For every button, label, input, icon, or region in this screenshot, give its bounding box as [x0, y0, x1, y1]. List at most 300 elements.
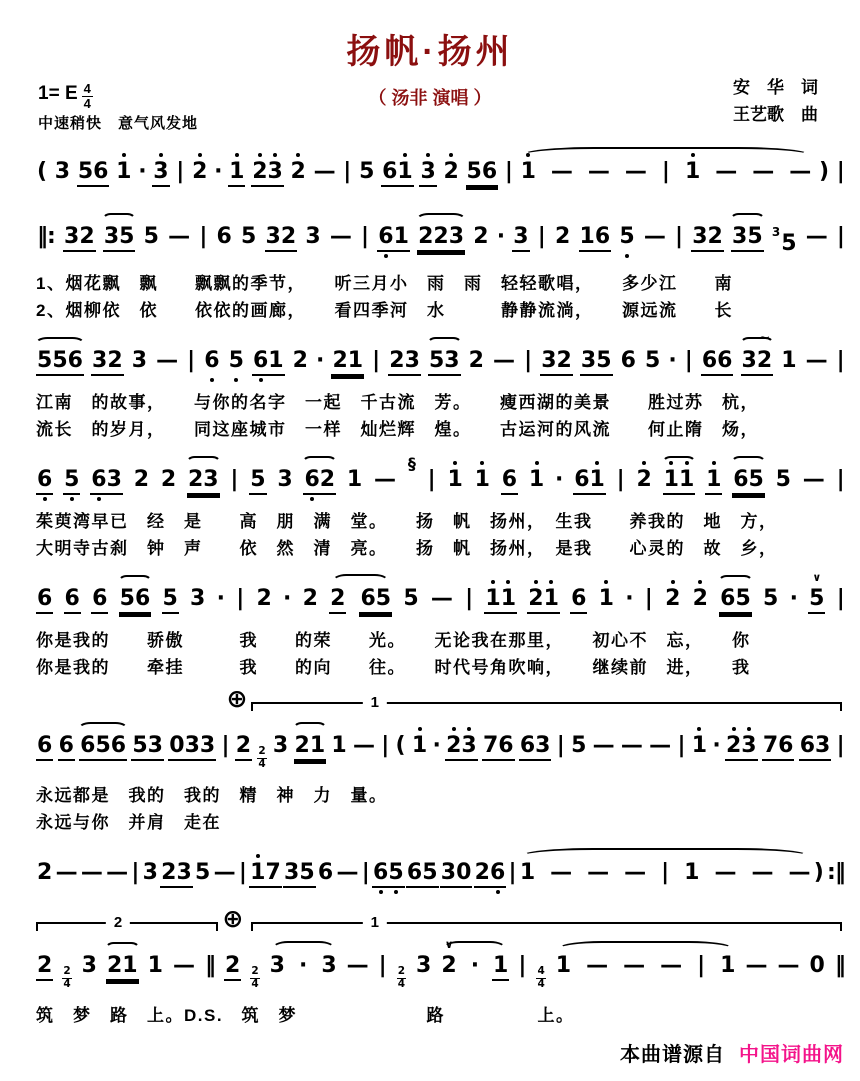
octave-dot-above [198, 153, 202, 157]
digit: | [221, 733, 230, 758]
digit: 6 [733, 467, 749, 492]
digit: 2 [330, 586, 346, 611]
octave-dot-above [747, 727, 751, 731]
octave-dot-below [384, 254, 388, 258]
digit: | [677, 733, 686, 758]
digit: 5 [735, 586, 751, 611]
digit: 3 [54, 159, 71, 184]
digit: — [649, 733, 672, 758]
digit: — [430, 586, 453, 611]
note [203, 350, 220, 374]
digit: | [836, 467, 845, 492]
note [272, 735, 289, 759]
digit: 5 [132, 733, 148, 758]
octave-dot-above [122, 153, 126, 157]
augmentation-dot [214, 161, 222, 183]
barline [616, 469, 626, 491]
note [290, 161, 307, 185]
digit: 3 [741, 735, 756, 757]
octave-dot-below [310, 497, 314, 501]
tie-group [555, 955, 737, 979]
note [294, 735, 327, 761]
dash [713, 862, 737, 886]
repeat-sign [36, 226, 56, 250]
note [472, 226, 489, 250]
note [492, 955, 509, 981]
digit: 1 [555, 953, 572, 978]
note [64, 588, 81, 614]
ts-numerator: 4 [537, 965, 545, 977]
note [131, 350, 148, 374]
digit: ) [813, 860, 824, 885]
tie-group [329, 588, 392, 614]
dash [549, 862, 573, 886]
lyrics-line: 1、烟花飘 飘 飘飘的季节， 听三月小 雨 雨 轻轻歌唱， 多少江 南 [36, 274, 733, 293]
barline [537, 226, 547, 248]
time-signature [256, 746, 267, 771]
octave-dot-above [159, 153, 163, 157]
coda-icon: ⊕ [222, 905, 244, 933]
note [501, 469, 518, 495]
digit: | [518, 953, 527, 978]
digit: — [374, 467, 397, 492]
digit: 3 [184, 733, 200, 758]
note [618, 226, 635, 250]
barline [220, 735, 230, 757]
digit: 3 [131, 348, 147, 373]
digit: 6 [378, 226, 393, 248]
digit: 5 [241, 224, 257, 249]
digit: 1 [309, 733, 326, 758]
note [719, 955, 736, 979]
parenthesis [813, 862, 825, 886]
digit: | [238, 860, 247, 885]
coda-icon: ⊕ [226, 685, 248, 713]
dash [492, 350, 516, 374]
digit: 6 [37, 586, 53, 611]
note [732, 469, 765, 495]
octave-dot-above [273, 153, 277, 157]
repeat-sign [834, 955, 846, 979]
digit: | [131, 860, 140, 885]
digit: 5 [229, 350, 244, 372]
digit: 5 [809, 586, 825, 611]
octave-dot-above [449, 153, 453, 157]
digit: · [625, 586, 634, 611]
note [79, 735, 127, 761]
digit: 3 [541, 348, 557, 373]
barline [836, 735, 846, 757]
dash [105, 862, 129, 886]
note [528, 469, 545, 493]
digit: 2 [161, 860, 177, 885]
octave-dot-above [235, 153, 239, 157]
augmentation-dot [625, 588, 633, 610]
digit: | [199, 224, 208, 249]
octave-dot-above [671, 580, 675, 584]
digit: 1 [679, 469, 694, 491]
dash [585, 955, 609, 979]
dash [80, 862, 104, 886]
digit: 1 [579, 224, 595, 249]
tie-group [269, 955, 338, 979]
digit: 2 [555, 224, 571, 249]
time-signature [82, 82, 93, 110]
digit: 2 [433, 224, 449, 249]
dash [776, 955, 800, 979]
digit: 5 [781, 231, 797, 256]
barline [676, 735, 686, 757]
note [644, 350, 661, 374]
digit: 2 [441, 953, 457, 978]
digit: 1 [448, 469, 463, 491]
digit: 1 [590, 469, 605, 491]
digit: 6 [594, 224, 611, 249]
digit: 0 [809, 953, 825, 978]
octave-dot-above [685, 461, 689, 465]
digit: 1 [393, 224, 409, 249]
digit: | [427, 467, 436, 492]
time-signature [249, 966, 260, 991]
note [519, 735, 552, 761]
dash [643, 226, 667, 250]
dash [213, 862, 237, 886]
digit: 5 [195, 860, 211, 885]
digit: 2 [37, 860, 53, 885]
augmentation-dot [555, 469, 563, 491]
note [249, 469, 266, 495]
repeat-overlay [36, 685, 846, 718]
mordent-icon: ~ [758, 330, 771, 346]
digit: 6 [701, 348, 718, 373]
digit: 3 [81, 953, 97, 978]
barline [696, 955, 706, 977]
ts-denominator: 4 [258, 757, 266, 770]
lyrics-line: 永远与你 并肩 走在 [36, 813, 221, 832]
note [302, 588, 319, 612]
digit: 1 [122, 953, 138, 978]
digit: 3 [416, 953, 432, 978]
tie-group [519, 862, 812, 886]
digit: 5 [403, 586, 419, 611]
lyricist-credit: 安 华 词 [733, 78, 818, 97]
note [741, 330, 774, 376]
octave-dot-below [43, 497, 47, 501]
note [691, 226, 724, 252]
breath-mark-icon: ∨ [812, 571, 822, 584]
digit: 5 [763, 586, 779, 611]
note [131, 735, 164, 761]
dash [624, 161, 648, 185]
octave-dot-below [210, 378, 214, 382]
octave-dot-above [712, 461, 716, 465]
dash [805, 226, 829, 250]
note [142, 862, 159, 886]
digit: | [697, 953, 706, 978]
key-label: 1= E [38, 83, 78, 104]
dash [586, 862, 610, 886]
note [719, 588, 752, 614]
digit: · [789, 586, 798, 611]
digit: 1 [720, 953, 736, 978]
octave-dot-above [642, 461, 646, 465]
octave-dot-above [691, 153, 695, 157]
note [331, 350, 364, 376]
note [372, 862, 405, 888]
digit: 6 [620, 348, 636, 373]
system [36, 905, 846, 1029]
note [808, 955, 825, 979]
digit: 3 [190, 586, 206, 611]
note [103, 226, 136, 252]
ts-numerator: 2 [251, 965, 259, 977]
digit: 1 [250, 862, 265, 884]
credits [733, 74, 818, 128]
digit: 5 [359, 159, 375, 184]
digit: 1 [147, 953, 163, 978]
digit: — [80, 860, 103, 885]
digit: 6 [498, 733, 514, 758]
ts-denominator: 4 [397, 977, 406, 990]
digit: 1 [346, 467, 363, 492]
source-site-link[interactable]: 中国词曲网 [739, 1044, 844, 1066]
augmentation-dot [668, 350, 676, 372]
note [292, 350, 309, 374]
octave-dot-above [732, 727, 736, 731]
octave-dot-below [496, 890, 500, 894]
octave-dot-above [418, 727, 422, 731]
note [598, 588, 615, 612]
note [265, 226, 298, 252]
digit: — [550, 159, 573, 184]
lyrics-line: 永远都是 我的 我的 精 神 力 量。 [36, 786, 388, 805]
digit: 1 [706, 469, 721, 491]
digit: 2 [292, 348, 308, 373]
digit: | [661, 159, 670, 184]
note [466, 161, 499, 187]
note [194, 862, 211, 886]
digit: — [352, 733, 375, 758]
digit: 6 [360, 586, 376, 611]
digit: 5 [95, 733, 111, 758]
digit: — [715, 159, 738, 184]
digit: § [407, 454, 416, 473]
dash [329, 226, 353, 250]
notation-line [36, 938, 846, 1002]
ts-numerator: 2 [397, 965, 406, 977]
note [283, 862, 316, 888]
digit: — [777, 953, 800, 978]
octave-dot-below [70, 497, 74, 501]
note [36, 469, 53, 495]
digit: 2 [726, 735, 741, 757]
digit: 6 [204, 350, 219, 372]
digit: 1 [684, 860, 700, 885]
digit: 3 [106, 467, 122, 492]
octave-dot-above [258, 153, 262, 157]
digit: — [752, 159, 775, 184]
digit: | [372, 348, 381, 373]
digit: | [361, 860, 370, 885]
digit: | [836, 159, 845, 184]
ts-numerator: 2 [258, 745, 266, 757]
digit: 3 [732, 224, 748, 249]
digit: 6 [253, 350, 268, 372]
digit: 2 [556, 348, 572, 373]
digit: 5 [299, 860, 315, 885]
octave-dot-above [549, 580, 553, 584]
digit: 2 [418, 224, 434, 249]
note [303, 469, 336, 495]
barline [371, 350, 381, 372]
digit: 0 [169, 733, 185, 758]
barline [238, 862, 248, 884]
digit: 3 [404, 348, 420, 373]
parenthesis [395, 735, 407, 759]
digit: 5 [428, 348, 445, 373]
note [406, 862, 439, 888]
octave-dot-above [595, 461, 599, 465]
digit: 2 [332, 348, 348, 373]
digit: 6 [778, 733, 794, 758]
digit: — [788, 860, 811, 885]
digit: 6 [519, 733, 536, 758]
lyrics-line: 大明寺古刹 钟 声 依 然 清 亮。 扬 帆 扬州， 是我 心灵的 故 乡， [36, 539, 778, 558]
digit: 2 [637, 469, 652, 491]
digit: 5 [250, 467, 266, 492]
note [725, 735, 758, 761]
digit: · [216, 586, 225, 611]
octave-dot-above [403, 153, 407, 157]
dash [622, 955, 646, 979]
digit: — [587, 860, 610, 885]
digit: ( [37, 159, 48, 184]
barline [361, 862, 371, 884]
digit: 2 [474, 860, 490, 885]
note [417, 226, 465, 252]
digit: 2 [133, 467, 149, 492]
barline [836, 350, 846, 372]
footer-credit [620, 1038, 844, 1067]
digit: 3 [741, 348, 757, 373]
digit: 2 [468, 348, 484, 373]
lyrics-line: 流长 的岁月， 同这座城市 一样 灿烂辉 煌。 古运河的风流 何止隋 炀， [36, 420, 759, 439]
note [415, 955, 432, 979]
digit: 5 [619, 226, 634, 248]
digit: 2 [252, 161, 267, 183]
note [224, 955, 241, 981]
digit: 2 [389, 348, 405, 373]
system [36, 330, 846, 443]
barline [235, 588, 245, 610]
note [663, 469, 696, 495]
digit: 2 [107, 348, 123, 373]
augmentation-dot [432, 735, 440, 757]
digit: | [537, 224, 546, 249]
digit: 5 [52, 348, 68, 373]
barline [360, 226, 370, 248]
digit: 3 [284, 860, 300, 885]
digit: — [751, 860, 774, 885]
note [235, 735, 252, 761]
note [63, 226, 96, 252]
barline [380, 735, 390, 757]
repeat-sign [204, 955, 216, 979]
note [119, 588, 152, 614]
digit: 3 [444, 348, 460, 373]
note [36, 862, 53, 886]
digit: 3 [277, 467, 293, 492]
augmentation-dot [217, 588, 225, 610]
ts-denominator: 4 [63, 977, 71, 990]
digit: | [504, 159, 513, 184]
note [428, 350, 461, 376]
note [329, 588, 346, 614]
digit: — [592, 733, 615, 758]
barline [464, 588, 474, 610]
composer-credit: 王艺歌 曲 [733, 105, 818, 124]
octave-dot-above [453, 461, 457, 465]
ts-denominator: 4 [537, 977, 545, 990]
note [160, 469, 177, 493]
digit: : [47, 224, 55, 249]
song-title: 扬帆·扬州 [346, 33, 514, 71]
dash [787, 862, 811, 886]
tempo-marking: 中速稍快 意气风发地 [38, 115, 199, 132]
barline [378, 955, 388, 977]
dash [620, 735, 644, 759]
digit: | [684, 348, 693, 373]
note [780, 350, 797, 374]
digit: 1 [529, 469, 544, 491]
digit: 3 [147, 733, 163, 758]
note [512, 226, 529, 252]
digit: 3 [305, 224, 321, 249]
digit: | [378, 953, 387, 978]
note [330, 735, 347, 759]
octave-dot-above [256, 854, 260, 858]
digit: 2 [224, 953, 241, 978]
note [228, 350, 245, 374]
digit: 2 [302, 586, 318, 611]
parenthesis [36, 161, 48, 185]
note [579, 226, 612, 252]
octave-dot-above [452, 727, 456, 731]
digit: 6 [720, 586, 736, 611]
volta-bracket [36, 914, 218, 933]
note [255, 588, 272, 612]
digit: 2 [473, 224, 489, 249]
note [570, 735, 587, 759]
digit: 2 [707, 224, 723, 249]
system [36, 452, 846, 562]
dash [805, 350, 829, 374]
digit: 1 [664, 469, 679, 491]
digit: 3 [103, 224, 120, 249]
note [520, 161, 537, 185]
dash [167, 226, 191, 250]
system [36, 845, 846, 901]
note [808, 571, 825, 614]
digit: 5 [37, 348, 53, 373]
digit: 5 [571, 733, 587, 758]
digit: 3 [440, 860, 457, 885]
lyrics-line: 江南 的故事， 与你的名字 一起 千古流 芳。 瘦西湖的美景 胜过苏 杭， [36, 393, 759, 412]
digit: — [346, 953, 369, 978]
digit: — [623, 953, 646, 978]
digit: · [138, 159, 147, 184]
digit: · [283, 586, 292, 611]
